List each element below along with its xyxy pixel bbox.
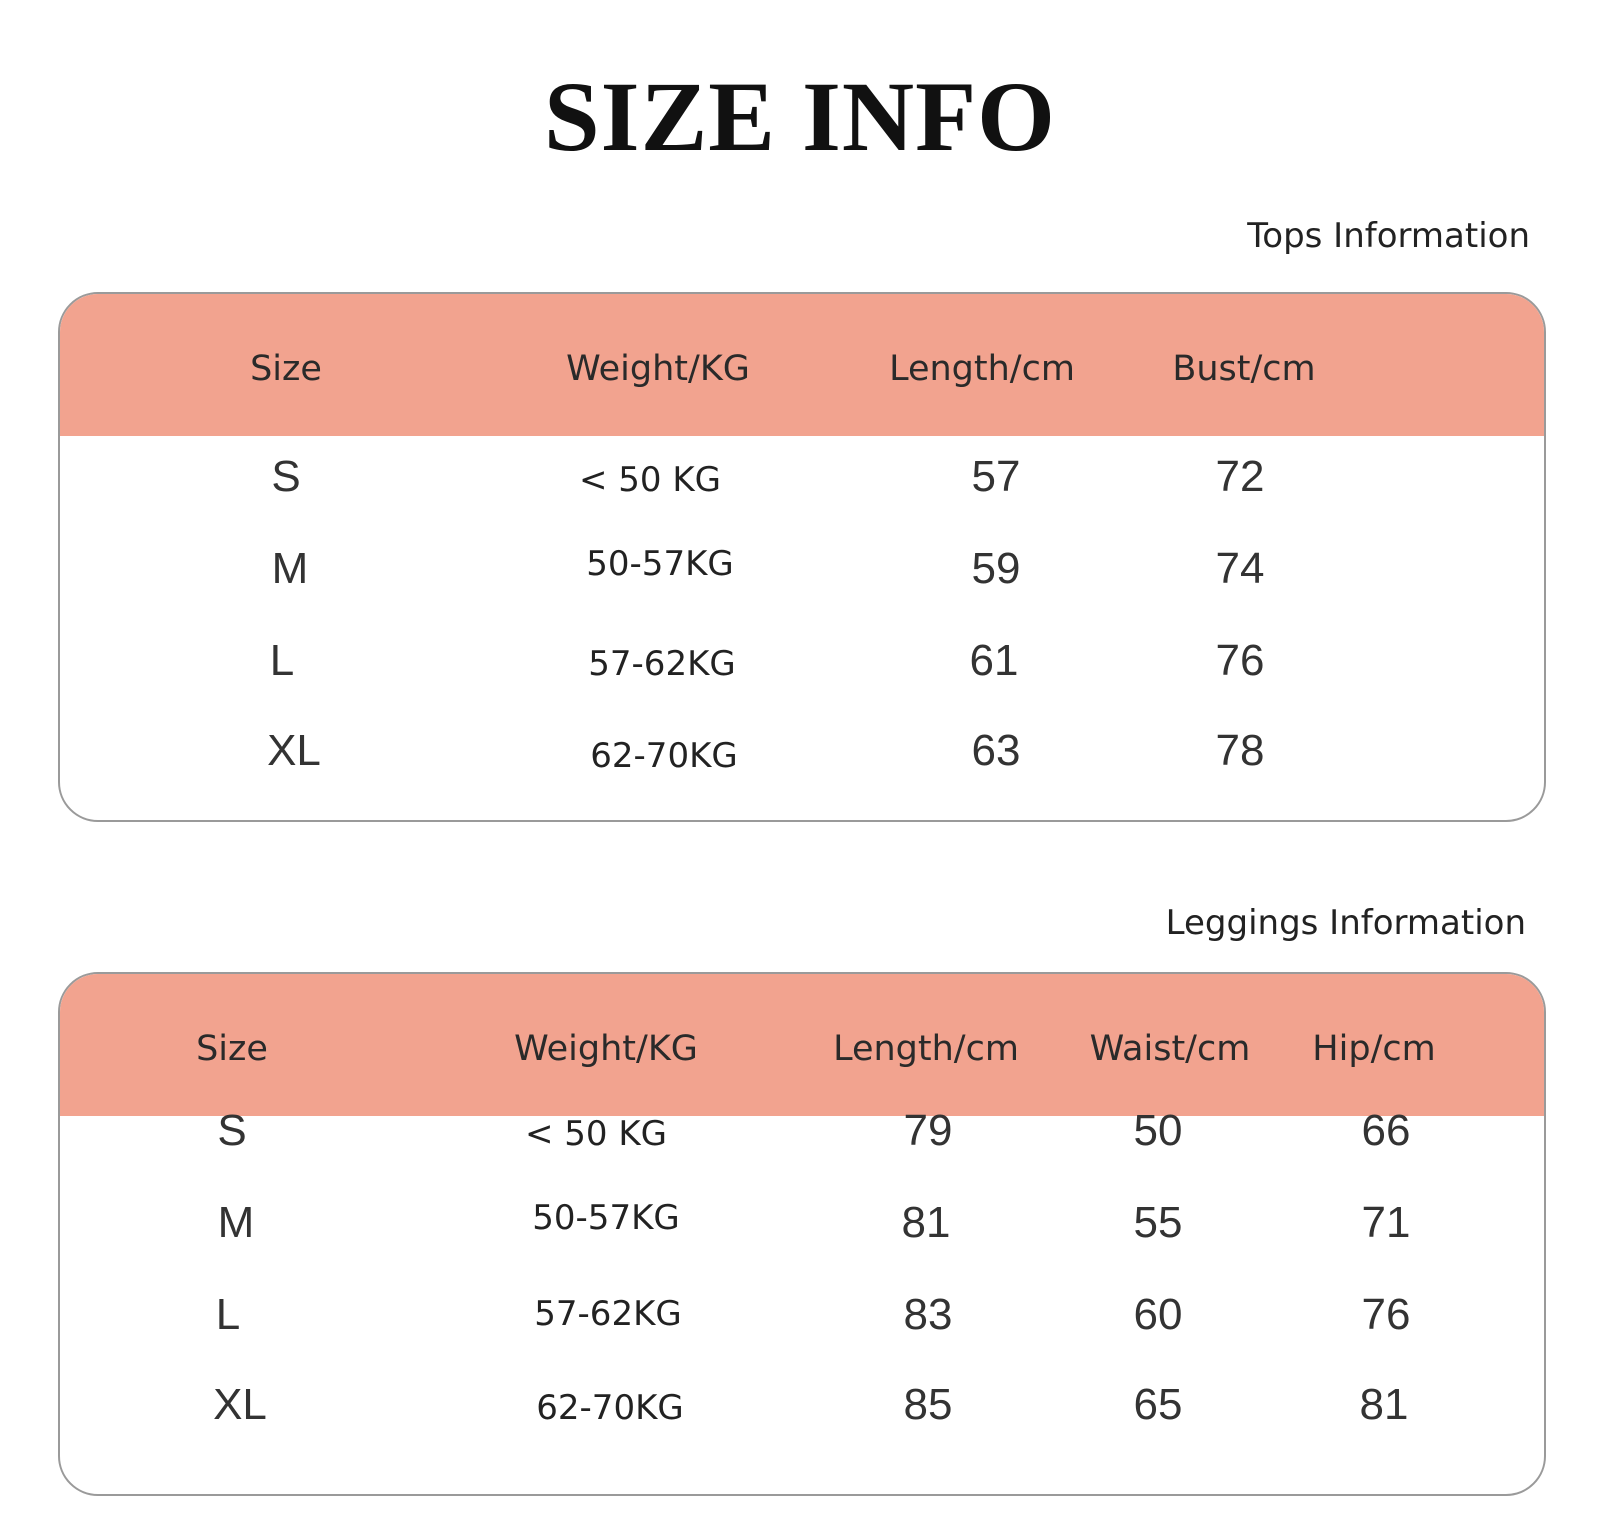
tops-row-m-size: M [271, 544, 309, 593]
leggings-row-xl-hip: 81 [1359, 1380, 1409, 1429]
tops-row-xl-bust: 78 [1215, 726, 1265, 775]
leggings-row-l-waist: 60 [1133, 1290, 1183, 1339]
leggings-row-xl-waist: 65 [1133, 1380, 1183, 1429]
leggings-section-label: Leggings Information [1165, 903, 1526, 943]
leggings-row-m-waist: 55 [1133, 1198, 1183, 1247]
leggings-row-xl-length: 85 [903, 1380, 953, 1429]
leggings-header-waist: Waist/cm [1089, 1029, 1251, 1069]
tops-size-table [58, 292, 1546, 822]
leggings-row-s-weight: < 50 KG [524, 1114, 668, 1154]
leggings-row-l-size: L [215, 1290, 241, 1339]
tops-row-m-length: 59 [971, 544, 1021, 593]
leggings-row-l-hip: 76 [1361, 1290, 1411, 1339]
tops-row-s-bust: 72 [1215, 452, 1265, 501]
tops-header-bust: Bust/cm [1172, 349, 1316, 389]
tops-row-s-size: S [271, 452, 301, 501]
tops-row-l-bust: 76 [1215, 636, 1265, 685]
leggings-header-weight: Weight/KG [514, 1029, 698, 1069]
leggings-size-table [58, 972, 1546, 1496]
tops-row-l-length: 61 [969, 636, 1019, 685]
leggings-header-hip: Hip/cm [1312, 1029, 1436, 1069]
leggings-table-header [60, 974, 1544, 1116]
leggings-row-s-size: S [217, 1106, 247, 1155]
leggings-row-m-hip: 71 [1361, 1198, 1411, 1247]
tops-header-length: Length/cm [889, 349, 1075, 389]
tops-row-l-size: L [269, 636, 295, 685]
tops-header-size: Size [250, 349, 322, 389]
tops-row-m-bust: 74 [1215, 544, 1265, 593]
tops-section-label: Tops Information [1247, 216, 1530, 256]
leggings-row-l-weight: 57-62KG [534, 1294, 682, 1334]
leggings-row-xl-weight: 62-70KG [536, 1388, 684, 1428]
tops-row-xl-size: XL [267, 726, 321, 775]
leggings-row-l-length: 83 [903, 1290, 953, 1339]
leggings-row-m-weight: 50-57KG [532, 1198, 680, 1238]
tops-row-xl-weight: 62-70KG [590, 736, 738, 776]
leggings-header-size: Size [196, 1029, 268, 1069]
tops-row-l-weight: 57-62KG [588, 644, 736, 684]
page-title: SIZE INFO [544, 61, 1056, 172]
leggings-row-s-waist: 50 [1133, 1106, 1183, 1155]
tops-row-s-weight: < 50 KG [578, 460, 722, 500]
leggings-row-m-length: 81 [901, 1198, 951, 1247]
tops-row-s-length: 57 [971, 452, 1021, 501]
tops-row-m-weight: 50-57KG [586, 544, 734, 584]
tops-table-header [60, 294, 1544, 436]
tops-header-weight: Weight/KG [566, 349, 750, 389]
leggings-row-m-size: M [217, 1198, 255, 1247]
leggings-row-xl-size: XL [213, 1380, 267, 1429]
leggings-row-s-hip: 66 [1361, 1106, 1411, 1155]
leggings-header-length: Length/cm [833, 1029, 1019, 1069]
tops-row-xl-length: 63 [971, 726, 1021, 775]
leggings-row-s-length: 79 [903, 1106, 953, 1155]
